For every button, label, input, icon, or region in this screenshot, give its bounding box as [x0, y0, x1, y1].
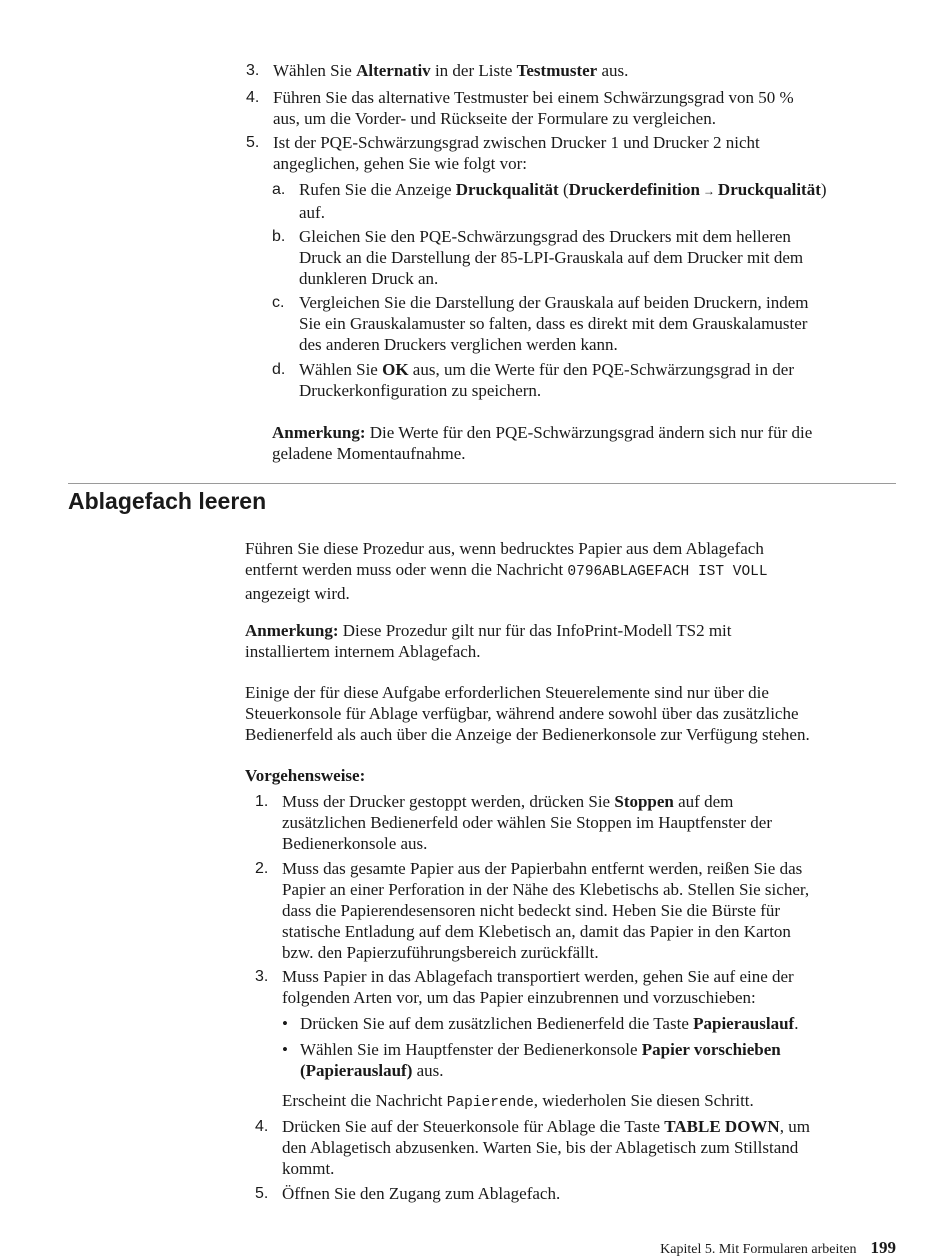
controls-paragraph: Einige der für diese Aufgabe erforderlichen Steuerelemente sind nur über die Steuerkonsole für Ablage verfügbar, während andere sowohl über das zusätzliche Bedienerfeld als auch über die Anzeige der Bedienerkonsole zur Verfügung stehen.	[245, 683, 810, 744]
substep-text: Wählen Sie OK aus, um die Werte für den PQE-Schwärzungsgrad in der Druckerkonfiguration zu speichern.	[299, 360, 794, 400]
substep-label: b.	[272, 228, 286, 245]
step-text: Drücken Sie auf der Steuerkonsole für Ablage die Taste TABLE DOWN, um den Ablagetisch abzusenken. Warten Sie, bis der Ablagetisch zum Stillstand kommt.	[282, 1117, 810, 1178]
step-number: 4.	[255, 1118, 269, 1135]
step-number: 5.	[246, 134, 260, 151]
step-text: Wählen Sie Alternativ in der Liste Testmuster aus.	[273, 61, 629, 80]
step-text: Öffnen Sie den Zugang zum Ablagefach.	[282, 1184, 561, 1203]
note-model: Anmerkung: Diese Prozedur gilt nur für das InfoPrint-Modell TS2 mit installiertem internem Ablagefach.	[245, 621, 732, 661]
section-divider	[68, 483, 896, 484]
note-pqe: Anmerkung: Die Werte für den PQE-Schwärzungsgrad ändern sich nur für die geladene Momentaufnahme.	[272, 423, 813, 463]
step-number: 3.	[246, 62, 260, 79]
substep-label: c.	[272, 294, 285, 311]
arrow-right-icon: →	[699, 184, 718, 198]
page-number: 199	[870, 1238, 896, 1257]
step-number: 2.	[255, 860, 269, 877]
step-number: 4.	[246, 89, 260, 106]
substep-label: d.	[272, 361, 286, 378]
bullet-icon: •	[282, 1014, 288, 1033]
chapter-title: Kapitel 5. Mit Formularen arbeiten	[660, 1242, 857, 1257]
step-number: 3.	[255, 968, 269, 985]
section-title: Ablagefach leeren	[68, 488, 267, 514]
bullet-text: Wählen Sie im Hauptfenster der Bedienerkonsole Papier vorschieben (Papierauslauf) aus.	[300, 1040, 781, 1080]
page-footer	[660, 1237, 896, 1260]
step-text: Ist der PQE-Schwärzungsgrad zwischen Drucker 1 und Drucker 2 nicht angeglichen, gehen Sie wie folgt vor:	[273, 133, 760, 173]
bullet-text: Drücken Sie auf dem zusätzlichen Bedienerfeld die Taste Papierauslauf.	[300, 1014, 799, 1033]
substep-text: Gleichen Sie den PQE-Schwärzungsgrad des Druckers mit dem helleren Druck an die Darstellung der 85-LPI-Grauskala auf dem Drucker mit dem dunkleren Druck an.	[299, 227, 804, 288]
procedure-heading: Vorgehensweise:	[245, 766, 366, 785]
step-text: Führen Sie das alternative Testmuster bei einem Schwärzungsgrad von 50 % aus, um die Vorder- und Rückseite der Formulare zu vergleichen.	[273, 88, 794, 128]
step-text: Muss Papier in das Ablagefach transportiert werden, gehen Sie auf eine der folgenden Arten vor, um das Papier einzubrennen und vorzuschieben:	[282, 967, 794, 1007]
substep-text: Vergleichen Sie die Darstellung der Grauskala auf beiden Druckern, indem Sie ein Grauskalamuster so falten, dass es direkt mit dem Grauskalamuster des anderen Druckers verglichen werden kann.	[299, 293, 809, 354]
step-number: 1.	[255, 793, 269, 810]
step-text: Muss der Drucker gestoppt werden, drücken Sie Stoppen auf dem zusätzlichen Bedienerfeld oder wählen Sie Stoppen im Hauptfenster der Bedienerkonsole aus.	[282, 792, 772, 853]
step-text: Muss das gesamte Papier aus der Papierbahn entfernt werden, reißen Sie das Papier an einer Perforation in der Nähe des Klebetischs ab. Stellen Sie sicher, dass die Papierendesensoren nicht bedeckt sind. Heben Sie die Bürste für statische Entladung auf dem Klebetisch an, damit das Papier in den Karton bzw. den Papierzuführungsbereich zurückfällt.	[282, 859, 810, 962]
bullet-icon: •	[282, 1040, 288, 1059]
step-3-followup: Erscheint die Nachricht Papierende, wiederholen Sie diesen Schritt.	[282, 1091, 754, 1111]
substep-text: Rufen Sie die Anzeige Druckqualität (Druckerdefinition → Druckqualität) auf.	[299, 180, 827, 222]
intro-paragraph: Führen Sie diese Prozedur aus, wenn bedrucktes Papier aus dem Ablagefach entfernt werden muss oder wenn die Nachricht 0796ABLAGEFACH IST VOLL angezeigt wird.	[245, 539, 768, 603]
step-number: 5.	[255, 1185, 269, 1202]
substep-label: a.	[272, 181, 286, 198]
